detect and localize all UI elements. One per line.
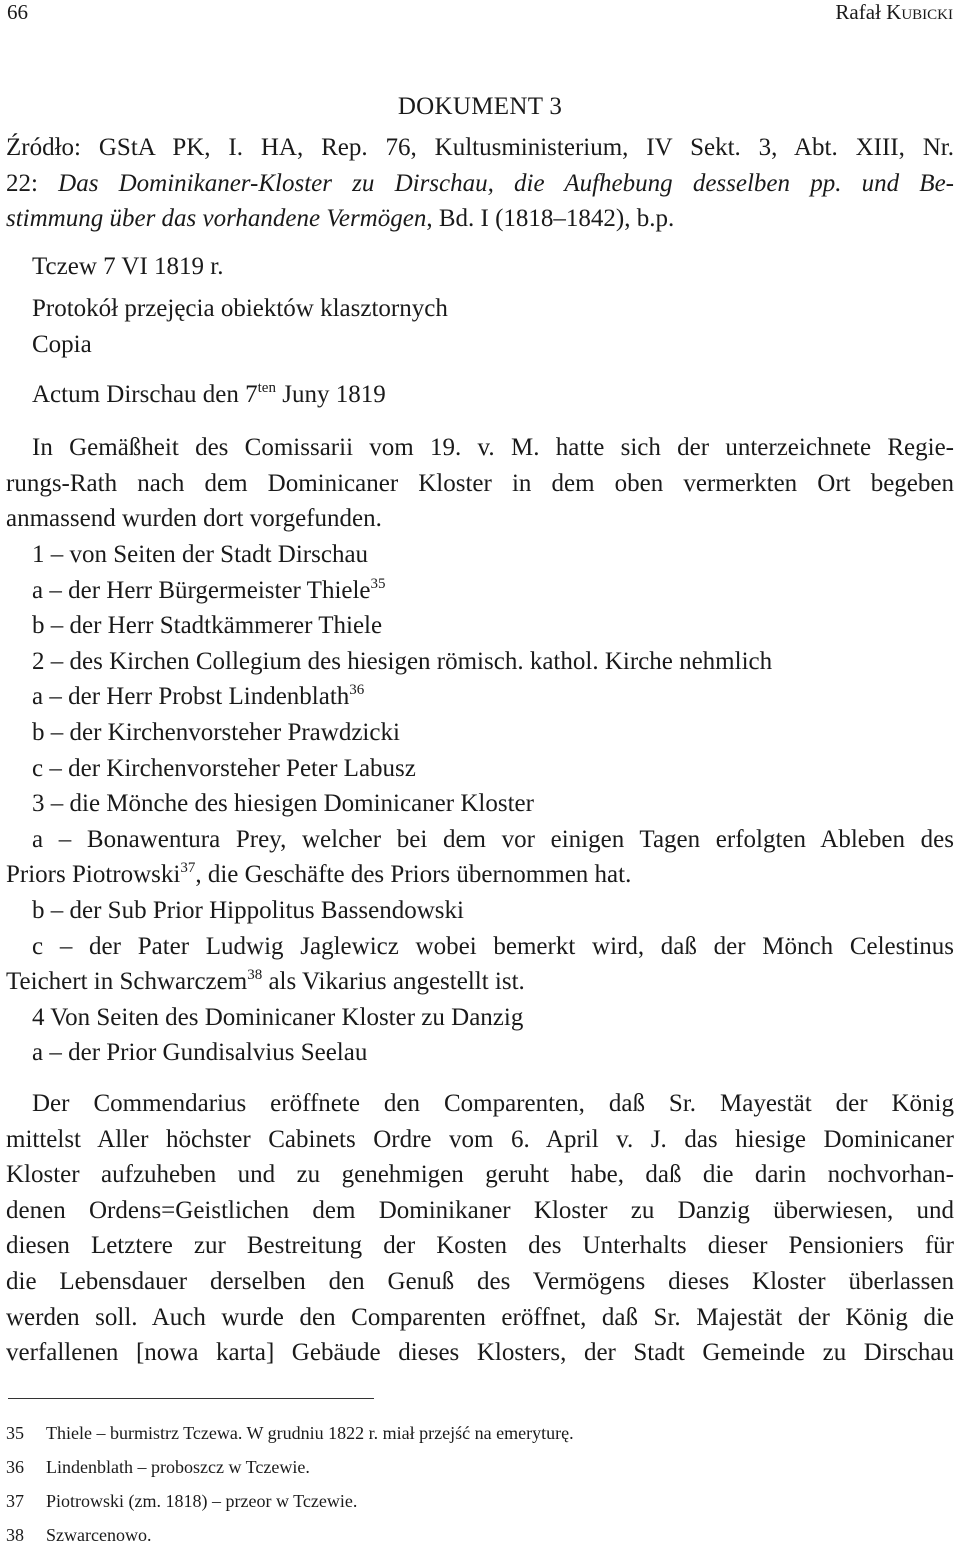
list-item: 1 – von Seiten der Stadt Dirschau	[32, 541, 369, 568]
list-item: b – der Herr Stadtkämmerer Thiele	[32, 612, 383, 640]
document-title: DOKUMENT 3	[397, 93, 563, 120]
list-item: b – der Sub Prior Hippolitus Bassendowski	[32, 896, 464, 924]
page-number: 66	[7, 0, 28, 24]
author-first-name: Rafał	[835, 0, 887, 24]
source-citation	[6, 130, 954, 237]
footnote-text: Piotrowski (zm. 1818) – przeor w Tczewie.	[46, 1491, 358, 1511]
list-item: c – der Pater Ludwig Jaglewicz wobei bemerkt wird, daß der Mönch Celestinus	[32, 932, 954, 960]
list-item: b – der Kirchenvorsteher Prawdzicki	[32, 718, 400, 746]
footnote-number: 38	[6, 1525, 24, 1545]
date-place: Tczew 7 VI 1819 r.	[32, 253, 224, 280]
actum-line: Actum Dirschau den $7^{ten}$ Juny 1819	[32, 380, 386, 408]
source-line-3-rest: , Bd. I (1818–1842), b.p.	[426, 205, 675, 233]
footnote-35	[6, 1423, 574, 1444]
source-line-3	[6, 201, 954, 237]
footnote-divider	[8, 1398, 374, 1399]
paragraph-1-line-1: In Gemäßheit des Comissarii vom 19. v. M. hatte sich der unterzeichnete Regie-	[32, 434, 954, 461]
list-item: a – Bonawentura Prey, welcher bei dem vor einigen Tagen erfolgten Ableben des	[32, 825, 954, 853]
footnote-number: 35	[6, 1423, 24, 1443]
source-line-1: Źródło: GStA PK, I. HA, Rep. 76, Kultusministerium, IV Sekt. 3, Abt. XIII, Nr.	[6, 134, 954, 161]
footnote-ref-36: 36	[349, 682, 365, 699]
footnote-ref-37: 37	[180, 860, 196, 877]
footnote-38	[6, 1525, 151, 1546]
list-item: 3 – die Mönche des hiesigen Dominicaner Kloster	[32, 790, 534, 818]
paragraph-2-line: denen Ordens=Geistlichen dem Dominikaner Kloster zu Danzig überwiesen, und	[6, 1196, 954, 1224]
list-item: a – der Herr Bürgermeister Thiele$^{35}$	[32, 575, 386, 604]
paragraph-2-line: verfallenen [nowa karta] Gebäude dieses Klosters, der Stadt Gemeinde zu Dirschau	[6, 1339, 954, 1367]
list-item: Teichert in Schwarczem$^{38}$ als Vikarius angestellt ist.	[6, 967, 525, 996]
list-item: a – der Herr Probst Lindenblath$^{36}$	[32, 682, 365, 711]
footnote-ref-35: 35	[370, 575, 386, 592]
list-item: 2 – des Kirchen Collegium des hiesigen römisch. kathol. Kirche nehmlich	[32, 647, 773, 675]
footnote-text: Lindenblath – proboszcz w Tczewie.	[46, 1457, 310, 1477]
footnote-text: Szwarcenowo.	[46, 1525, 152, 1545]
footnote-ref-38: 38	[247, 967, 263, 984]
paragraph-2-line: diesen Letztere zur Bestreitung der Kosten des Unterhalts dieser Pensioniers für	[6, 1232, 954, 1260]
footnote-text: Thiele – burmistrz Tczewa. W grudniu 1822 r. miał przejść na emeryturę.	[46, 1423, 574, 1443]
source-line-3-title: stimmung über das vorhandene Vermögen	[6, 205, 427, 233]
list-item: 4 Von Seiten des Dominicaner Kloster zu Danzig	[32, 1003, 524, 1031]
footnote-36	[6, 1457, 310, 1478]
paragraph-1	[6, 430, 954, 537]
paragraph-2-line: die Lebensdauer derselben den Genuß des Vermögens dieses Kloster überlassen	[6, 1267, 954, 1295]
source-line-2-title: Das Dominikaner-Kloster zu Dirschau, die Aufhebung desselben pp. und Be-	[58, 169, 954, 197]
attendee-list	[6, 537, 954, 1071]
list-item: c – der Kirchenvorsteher Peter Labusz	[32, 754, 416, 782]
paragraph-1-line-2: rungs-Rath nach dem Dominicaner Kloster in dem oben vermerkten Ort begeben	[6, 469, 954, 497]
paragraph-2	[6, 1086, 954, 1371]
copy-label: Copia	[32, 331, 92, 358]
paragraph-2-line: Der Commendarius eröffnete den Comparenten, daß Sr. Mayestät der König	[32, 1090, 954, 1117]
list-item: Priors Piotrowski$^{37}$, die Geschäfte des Priors übernommen hat.	[6, 860, 632, 889]
source-line-2	[6, 166, 954, 202]
list-item: a – der Prior Gundisalvius Seelau	[32, 1039, 368, 1067]
running-author	[835, 0, 953, 25]
footnote-number: 37	[6, 1491, 24, 1511]
paragraph-1-line-3: anmassend wurden dort vorgefunden.	[6, 505, 382, 533]
running-header	[7, 0, 953, 26]
footnote-37	[6, 1491, 357, 1512]
document-description: Protokół przejęcia obiektów klasztornych	[32, 295, 448, 322]
paragraph-2-line: Kloster aufzuheben und zu genehmigen geruht habe, daß die darin nochvorhan-	[6, 1161, 954, 1189]
footnote-number: 36	[6, 1457, 24, 1477]
superscript-ten: ten	[257, 380, 276, 396]
source-line-2-num: 22:	[6, 169, 59, 197]
author-last-name: Kubicki	[886, 0, 953, 24]
paragraph-2-line: werden soll. Auch wurde den Comparenten eröffnet, daß Sr. Majestät der König die	[6, 1303, 954, 1331]
paragraph-2-line: mittelst Aller höchster Cabinets Ordre vom 6. April v. J. das hiesige Dominicaner	[6, 1125, 954, 1153]
